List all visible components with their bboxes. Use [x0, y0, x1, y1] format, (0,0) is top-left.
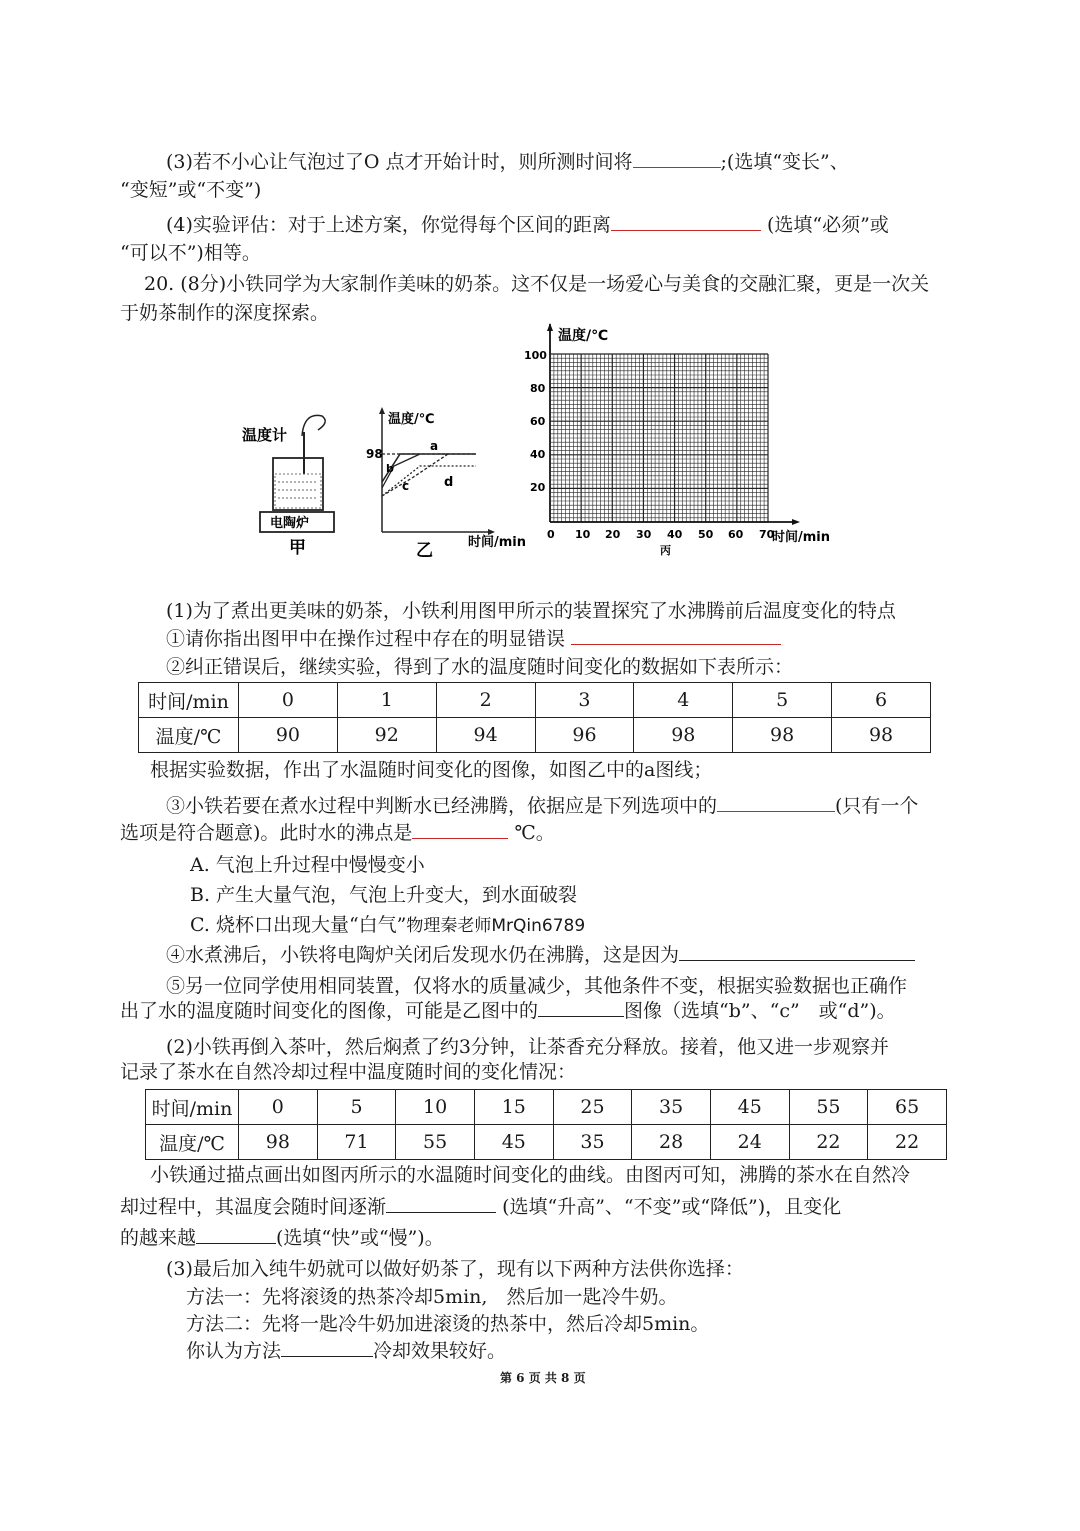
option-b: B. 产生大量气泡，气泡上升变大，到水面破裂	[190, 884, 578, 906]
q20-part1-q3-line2: 选项是符合题意)。此时水的沸点是 ℃。	[120, 822, 555, 844]
q20-part2-blank1[interactable]	[386, 1194, 496, 1213]
q20-part2-line5: 的越来越 (选填“快”或“慢”)。	[120, 1227, 444, 1249]
q20-part1-q3-line1: ③小铁若要在煮水过程中判断水已经沸腾，依据应是下列选项中的 (只有一个	[166, 795, 919, 817]
table-cell: 94	[436, 718, 535, 753]
table-cell: 96	[535, 718, 634, 753]
method-two: 方法二：先将一匙冷牛奶加进滚烫的热茶中，然后冷却5min。	[186, 1313, 710, 1335]
method-one: 方法一：先将滚烫的热茶冷却5min, 然后加一匙冷牛奶。	[186, 1286, 678, 1308]
table-cell: 0	[239, 1090, 318, 1125]
figure-bing-xtick: 30	[636, 528, 652, 541]
figure-yi-caption: 乙	[416, 541, 433, 558]
q19-part4-blank[interactable]	[611, 212, 761, 231]
table-cooling-data	[145, 1089, 947, 1160]
page-footer: 第 6 页 共 8 页	[500, 1371, 586, 1385]
table-cell: 4	[634, 683, 733, 718]
q20-part1-q3-blank2[interactable]	[412, 820, 508, 839]
q20-part1-intro: (1)为了煮出更美味的奶茶，小铁利用图甲所示的装置探究了水沸腾前后温度变化的特点	[166, 600, 896, 622]
curve-c	[382, 454, 448, 496]
row-label-time: 时间/min	[139, 683, 239, 718]
curve-d	[382, 466, 476, 496]
table-cell: 1	[337, 683, 436, 718]
table-cell: 22	[868, 1125, 947, 1160]
table-cell: 5	[733, 683, 832, 718]
table-cell: 90	[239, 718, 338, 753]
curve-b-label: b	[386, 462, 394, 475]
table-row	[146, 1125, 947, 1160]
figure-bing-xtick: 20	[605, 528, 621, 541]
option-c: C. 烧杯口出现大量“白气”物理秦老师MrQin6789	[190, 914, 586, 936]
figure-bing-ytick: 20	[530, 481, 546, 494]
q20-part2-line2: 记录了茶水在自然冷却过程中温度随时间的变化情况：	[120, 1061, 577, 1083]
q19-part4-line2: “可以不”)相等。	[120, 242, 261, 264]
figure-bing-ytick: 60	[530, 415, 546, 428]
curve-a-label: a	[430, 439, 439, 453]
table-cell: 98	[832, 718, 931, 753]
q20-part1-q2: ②纠正错误后，继续实验，得到了水的温度随时间变化的数据如下表所示：	[166, 656, 794, 678]
watermark-text: 物理秦老师MrQin6789	[406, 916, 586, 936]
q19-part4-line1: (4)实验评估：对于上述方案，你觉得每个区间的距离 (选填“必须”或	[166, 214, 889, 236]
figure-bing-xtick: 10	[575, 528, 591, 541]
table-cell: 15	[474, 1090, 553, 1125]
q20-part2-line3: 小铁通过描点画出如图丙所示的水温随时间变化的曲线。由图丙可知，沸腾的茶水在自然冷	[150, 1164, 911, 1186]
table-cell: 98	[239, 1125, 318, 1160]
q20-part1-q5-blank[interactable]	[538, 998, 624, 1017]
figure-bing-xlabel: 时间/min	[772, 530, 831, 545]
thermometer-hanger	[302, 415, 325, 436]
q20-intro-line2: 于奶茶制作的深度探索。	[120, 302, 330, 324]
figure-bing-grid	[550, 354, 768, 522]
q20-part3-blank[interactable]	[281, 1338, 373, 1357]
q20-intro-line1: 20. (8分)小铁同学为大家制作美味的奶茶。这不仅是一场爱心与美食的交融汇聚，更是一次关	[144, 273, 930, 295]
row-label-time: 时间/min	[146, 1090, 239, 1125]
table-cell: 65	[868, 1090, 947, 1125]
figure-bing-caption: 丙	[660, 544, 671, 557]
table-cell: 92	[337, 718, 436, 753]
curve-a	[382, 454, 476, 482]
figure-bing-ylabel: 温度/℃	[558, 328, 609, 344]
table-cell: 2	[436, 683, 535, 718]
table-cell: 24	[710, 1125, 789, 1160]
table-cell: 45	[710, 1090, 789, 1125]
figure-bing-ytick: 100	[524, 349, 547, 362]
q20-part1-q1: ①请你指出图甲中在操作过程中存在的明显错误	[166, 626, 781, 652]
table-cell: 28	[632, 1125, 711, 1160]
figure-yi-xlabel: 时间/min	[468, 535, 527, 550]
figure-jia	[238, 408, 348, 558]
q19-part3-line2: “变短”或“不变”)	[120, 179, 262, 201]
table-cell: 55	[789, 1090, 868, 1125]
after-table1-text: 根据实验数据，作出了水温随时间变化的图像，如图乙中的a图线；	[150, 759, 713, 781]
row-label-temp: 温度/℃	[139, 718, 239, 753]
table-cell: 3	[535, 683, 634, 718]
table-cell: 25	[553, 1090, 632, 1125]
figure-yi	[360, 406, 530, 558]
table-cell: 35	[632, 1090, 711, 1125]
q20-part3-intro: (3)最后加入纯牛奶就可以做好奶茶了，现有以下两种方法供你选择：	[166, 1258, 744, 1280]
option-a: A. 气泡上升过程中慢慢变小	[190, 854, 425, 876]
thermometer-label: 温度计	[242, 426, 288, 444]
water-in-beaker	[275, 474, 321, 508]
q19-part3-line1: (3)若不小心让气泡过了O 点才开始计时，则所测时间将 ;(选填“变长”、	[166, 151, 849, 173]
table-cell: 6	[832, 683, 931, 718]
figure-bing-xtick: 60	[728, 528, 744, 541]
figure-jia-caption: 甲	[289, 538, 306, 558]
curve-d-label: d	[444, 475, 454, 490]
q20-part1-q5-line1: ⑤另一位同学使用相同装置，仅将水的质量减少，其他条件不变，根据实验数据也正确作	[166, 975, 908, 997]
row-label-temp: 温度/℃	[146, 1125, 239, 1160]
figure-yi-tick-98: 98	[366, 447, 383, 461]
q20-part2-blank2[interactable]	[196, 1225, 276, 1244]
q20-part1-q5-line2: 出了水的温度随时间变化的图像，可能是乙图中的 图像（选填“b”、“c” 或“d”)。	[120, 1000, 896, 1022]
table-cell: 0	[239, 683, 338, 718]
q20-part2-line1: (2)小铁再倒入茶叶，然后焖煮了约3分钟，让茶香充分释放。接着，他又进一步观察并	[166, 1036, 890, 1058]
stove-label: 电陶炉	[270, 516, 310, 531]
q20-part1-q4: ④水煮沸后，小铁将电陶炉关闭后发现水仍在沸腾，这是因为	[166, 942, 915, 968]
figure-yi-ylabel: 温度/℃	[388, 412, 435, 427]
table-row	[139, 718, 931, 753]
figure-bing-xtick: 70	[759, 528, 775, 541]
curve-c-label: c	[402, 479, 410, 493]
table-cell: 5	[317, 1090, 396, 1125]
figure-bing	[520, 322, 840, 558]
figure-bing-ytick: 40	[530, 448, 546, 461]
table-cell: 98	[733, 718, 832, 753]
q20-part1-q3-blank1[interactable]	[717, 793, 835, 812]
table-cell: 35	[553, 1125, 632, 1160]
table-row	[139, 683, 931, 718]
figure-bing-ytick: 80	[530, 382, 546, 395]
q19-part3-blank[interactable]	[633, 149, 721, 168]
table-cell: 55	[396, 1125, 475, 1160]
q20-part3-question: 你认为方法 冷却效果较好。	[186, 1340, 507, 1362]
table-cell: 45	[474, 1125, 553, 1160]
table-cell: 22	[789, 1125, 868, 1160]
table-cell: 10	[396, 1090, 475, 1125]
q20-part1-q4-blank[interactable]	[679, 942, 915, 961]
table-cell: 98	[634, 718, 733, 753]
figure-bing-xtick: 50	[698, 528, 714, 541]
q20-part2-line4: 却过程中，其温度会随时间逐渐 (选填“升高”、“不变”或“降低”)，且变化	[120, 1196, 842, 1218]
figure-bing-xtick: 0	[547, 528, 555, 541]
table-boiling-data	[138, 682, 931, 753]
figure-bing-xtick: 40	[667, 528, 683, 541]
q20-part1-q1-blank[interactable]	[571, 626, 781, 645]
table-row	[146, 1090, 947, 1125]
table-cell: 71	[317, 1125, 396, 1160]
